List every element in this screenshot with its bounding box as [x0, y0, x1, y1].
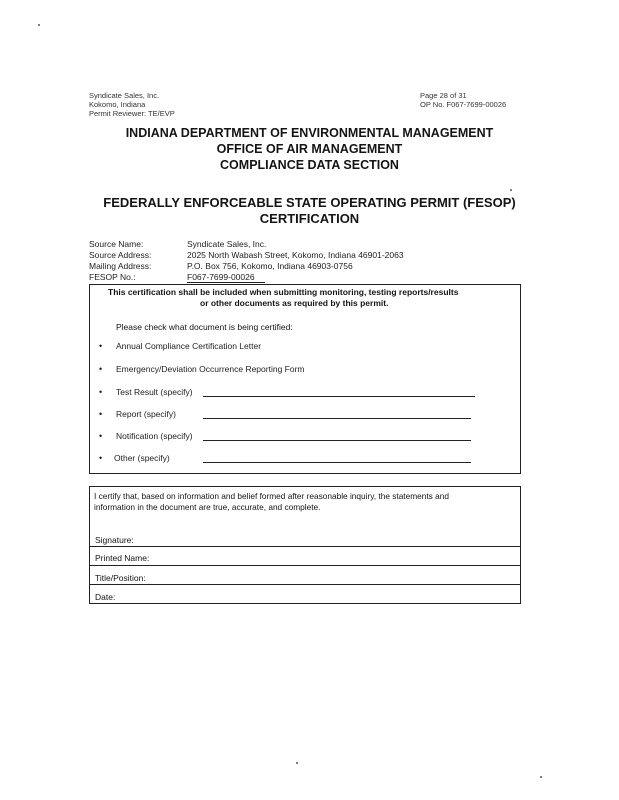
option-checkbox[interactable]: • — [99, 409, 103, 419]
statement-line-2: information in the document are true, accurate, and complete. — [94, 502, 321, 512]
option-other[interactable]: Other (specify) — [114, 453, 170, 463]
header-left-line: Syndicate Sales, Inc. — [89, 91, 160, 100]
option-annual-compliance[interactable]: Annual Compliance Certification Letter — [116, 341, 262, 351]
option-test-result[interactable]: Test Result (specify) — [116, 387, 193, 397]
form-title-line-1: FEDERALLY ENFORCEABLE STATE OPERATING PERMIT (FESOP) — [103, 195, 516, 210]
agency-line-3: COMPLIANCE DATA SECTION — [220, 158, 399, 172]
option-checkbox[interactable]: • — [99, 387, 103, 397]
header-left-line: Kokomo, Indiana — [89, 100, 146, 109]
instruction-line-1: This certification shall be included when submitting monitoring, testing reports/results — [108, 287, 459, 297]
document-type-box — [89, 284, 521, 474]
source-name-label: Source Name: — [89, 239, 144, 249]
agency-line-1: INDIANA DEPARTMENT OF ENVIRONMENTAL MANAGEMENT — [125, 126, 494, 140]
form-title-line-2: CERTIFICATION — [259, 211, 360, 226]
report-specify-line[interactable] — [203, 418, 471, 419]
header-right — [420, 91, 506, 109]
option-notification[interactable]: Notification (specify) — [116, 431, 193, 441]
source-name-value: Syndicate Sales, Inc. — [187, 239, 267, 249]
scan-speck — [540, 776, 542, 778]
signature-label: Signature: — [95, 535, 134, 545]
scan-speck — [296, 762, 298, 764]
other-specify-line[interactable] — [203, 462, 471, 463]
statement-line-1: I certify that, based on information and belief formed after reasonable inquiry, the statements and — [94, 491, 449, 501]
source-address-value: 2025 North Wabash Street, Kokomo, Indiana 46901-2063 — [187, 250, 404, 260]
permit-number: OP No. F067-7699-00026 — [420, 100, 507, 109]
instruction-line-2: or other documents as required by this permit. — [200, 298, 389, 308]
option-checkbox[interactable]: • — [99, 453, 103, 463]
fesop-underline — [187, 282, 265, 283]
scan-speck — [510, 189, 512, 191]
signature-line[interactable] — [89, 546, 521, 547]
mailing-address-value: P.O. Box 756, Kokomo, Indiana 46903-0756 — [187, 261, 353, 271]
scan-speck — [38, 24, 40, 26]
test-result-specify-line[interactable] — [203, 396, 475, 397]
option-checkbox[interactable]: • — [99, 364, 103, 374]
agency-line-2: OFFICE OF AIR MANAGEMENT — [216, 142, 403, 156]
title-position-line[interactable] — [89, 584, 521, 585]
mailing-address-label: Mailing Address: — [89, 261, 152, 271]
printed-name-line[interactable] — [89, 565, 521, 566]
option-checkbox[interactable]: • — [99, 341, 103, 351]
header-left — [89, 91, 175, 118]
page-number: Page 28 of 31 — [420, 91, 467, 100]
fesop-number-label: FESOP No.: — [89, 272, 136, 282]
title-position-label: Title/Position: — [95, 573, 146, 583]
date-label: Date: — [95, 592, 116, 602]
header-left-line: Permit Reviewer: TE/EVP — [89, 109, 175, 118]
check-prompt: Please check what document is being certified: — [116, 322, 293, 332]
printed-name-label: Printed Name: — [95, 553, 150, 563]
notification-specify-line[interactable] — [203, 440, 471, 441]
option-emergency-deviation[interactable]: Emergency/Deviation Occurrence Reporting Form — [116, 364, 305, 374]
source-address-label: Source Address: — [89, 250, 152, 260]
fesop-number-value: F067-7699-00026 — [187, 272, 255, 282]
option-checkbox[interactable]: • — [99, 431, 103, 441]
option-report[interactable]: Report (specify) — [116, 409, 176, 419]
